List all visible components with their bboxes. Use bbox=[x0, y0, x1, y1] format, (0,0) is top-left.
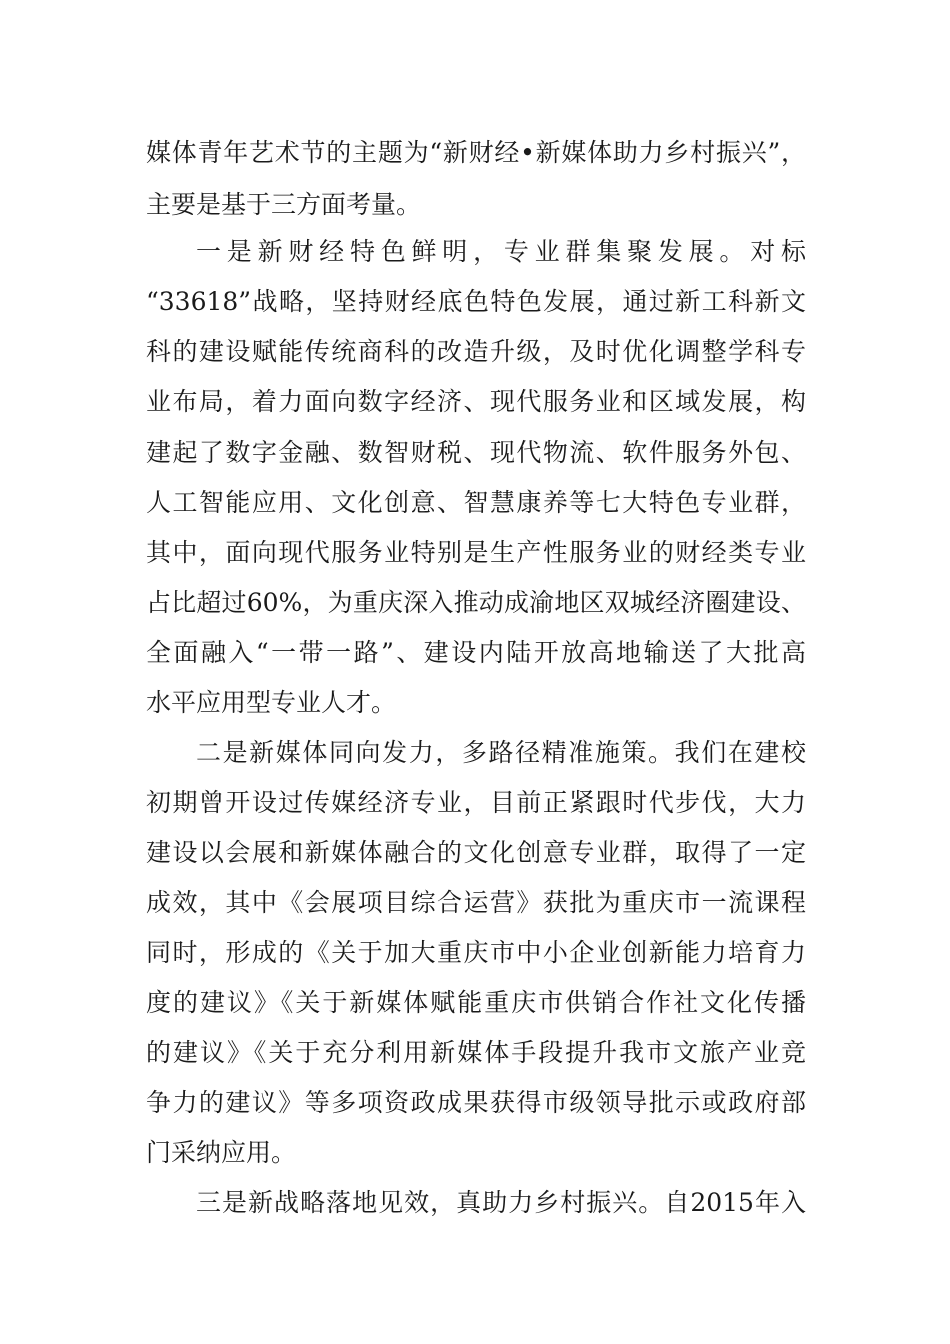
paragraph-1-line-1: 媒体青年艺术节的主题为“新财经•新媒体助力乡村振兴”， bbox=[146, 138, 806, 167]
paragraph-2-line-7: 其中，面向现代服务业特别是生产性服务业的财经类专业 bbox=[146, 538, 806, 567]
paragraph-3-line-4: 成效，其中《会展项目综合运营》获批为重庆市一流课程 bbox=[146, 888, 806, 917]
paragraph-2-line-4: 业布局，着力面向数字经济、现代服务业和区域发展，构 bbox=[146, 387, 806, 416]
paragraph-1-line-2: 主要是基于三方面考量。 bbox=[146, 190, 422, 219]
paragraph-4-line-1: 三是新战略落地见效，真助力乡村振兴。自2015年入 bbox=[196, 1188, 806, 1217]
paragraph-2-line-2: “33618”战略，坚持财经底色特色发展，通过新工科新文 bbox=[146, 287, 806, 316]
paragraph-3-line-3: 建设以会展和新媒体融合的文化创意专业群，取得了一定 bbox=[146, 838, 806, 867]
paragraph-2-line-1: 一是新财经特色鲜明，专业群集聚发展。对标 bbox=[196, 237, 806, 266]
paragraph-3-line-2: 初期曾开设过传媒经济专业，目前正紧跟时代步伐，大力 bbox=[146, 788, 806, 817]
paragraph-2-line-3: 科的建设赋能传统商科的改造升级，及时优化调整学科专 bbox=[146, 337, 806, 366]
paragraph-2-line-6: 人工智能应用、文化创意、智慧康养等七大特色专业群， bbox=[146, 488, 806, 517]
paragraph-3-line-9: 门采纳应用。 bbox=[146, 1138, 297, 1167]
paragraph-2-line-5: 建起了数字金融、数智财税、现代物流、软件服务外包、 bbox=[146, 438, 806, 467]
paragraph-3-line-8: 争力的建议》等多项资政成果获得市级领导批示或政府部 bbox=[146, 1088, 806, 1117]
paragraph-2-line-10: 水平应用型专业人才。 bbox=[146, 688, 397, 717]
paragraph-2-line-9: 全面融入“一带一路”、建设内陆开放高地输送了大批高 bbox=[146, 638, 806, 667]
paragraph-3-line-7: 的建议》《关于充分利用新媒体手段提升我市文旅产业竞 bbox=[146, 1038, 806, 1067]
paragraph-2-line-8: 占比超过60%，为重庆深入推动成渝地区双城经济圈建设、 bbox=[146, 588, 806, 617]
paragraph-3-line-5: 同时，形成的《关于加大重庆市中小企业创新能力培育力 bbox=[146, 938, 806, 967]
paragraph-3-line-6: 度的建议》《关于新媒体赋能重庆市供销合作社文化传播 bbox=[146, 988, 806, 1017]
paragraph-3-line-1: 二是新媒体同向发力，多路径精准施策。我们在建校 bbox=[196, 738, 806, 767]
